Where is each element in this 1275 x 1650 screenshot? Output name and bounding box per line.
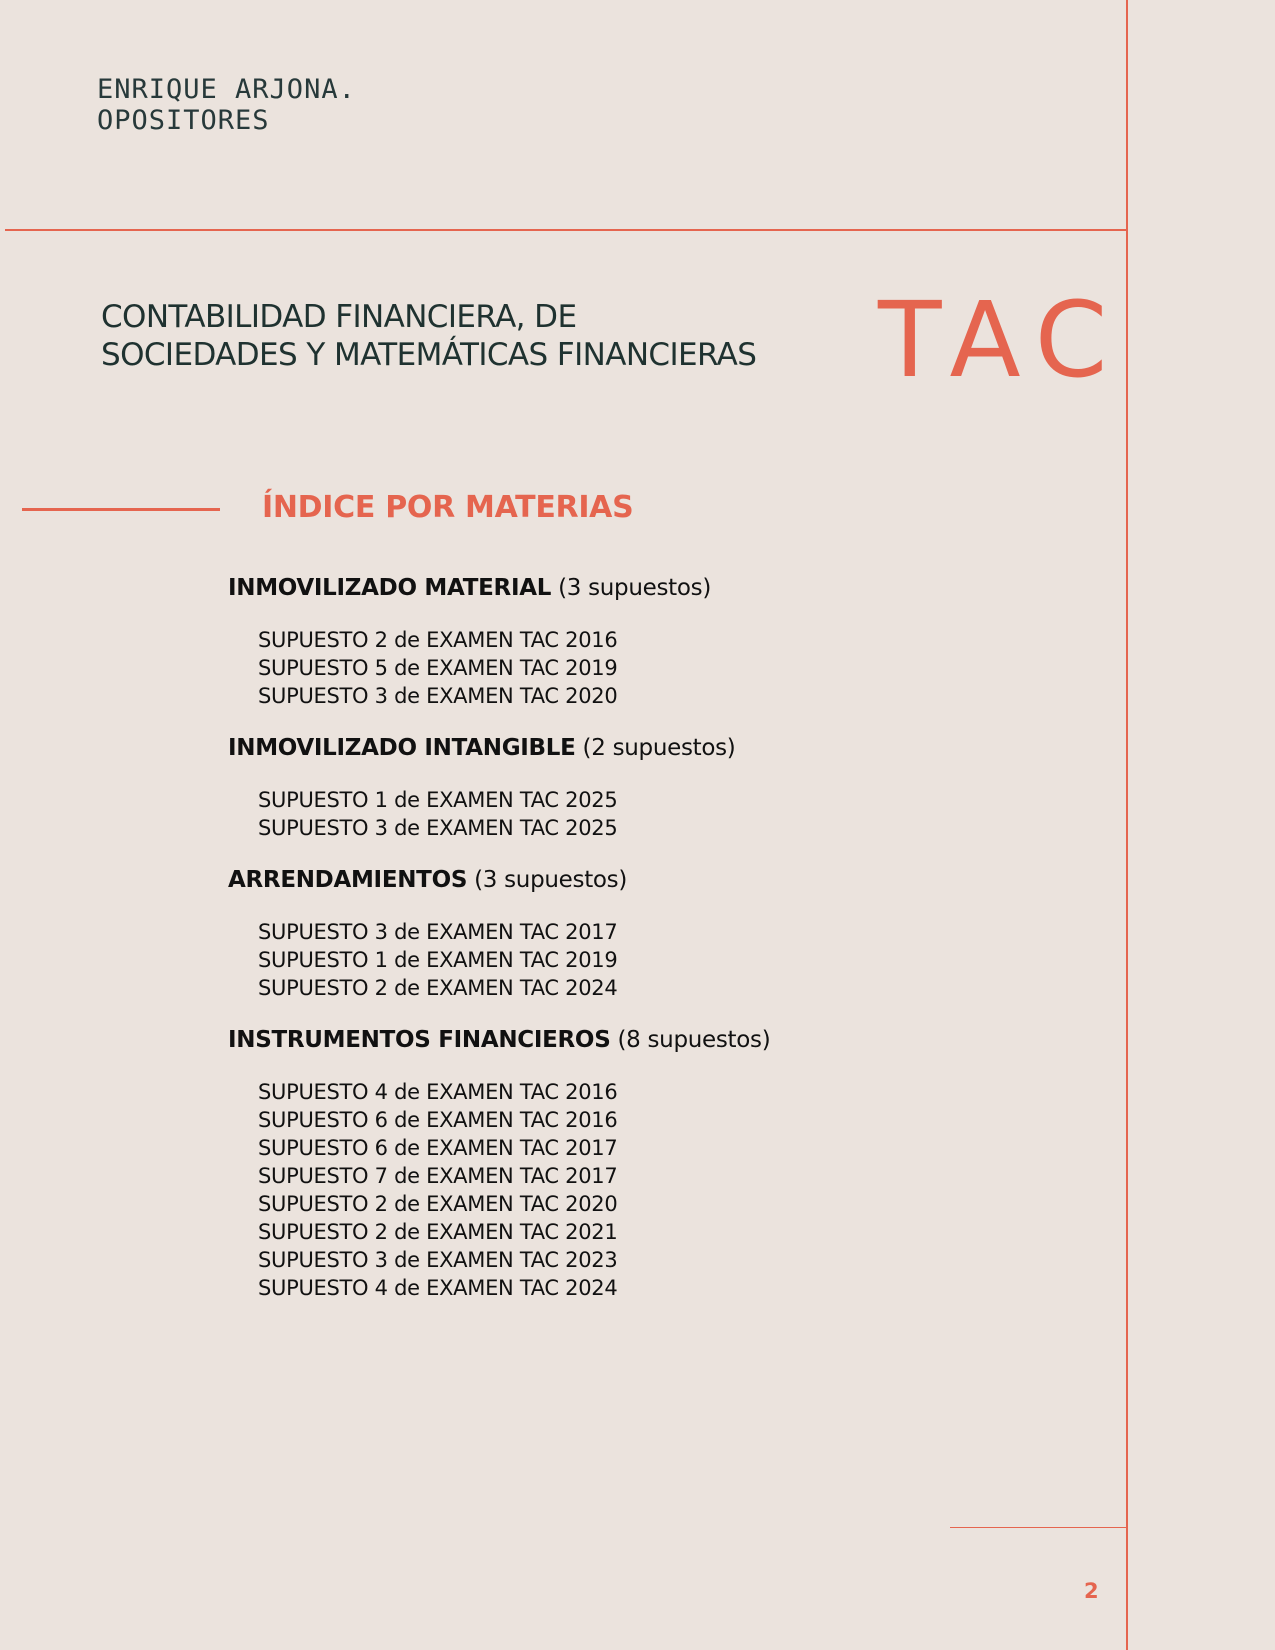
section-title: ARRENDAMIENTOS: [228, 867, 468, 893]
section-header: [228, 730, 1088, 766]
index-heading-rule: [22, 508, 220, 511]
section-item-list: [258, 626, 1088, 710]
index-section: [228, 1022, 1088, 1302]
list-item: SUPUESTO 6 de EXAMEN TAC 2016: [258, 1108, 618, 1132]
document-title-line-2: SOCIEDADES Y MATEMÁTICAS FINANCIERAS: [101, 337, 757, 373]
index-section: [228, 862, 1088, 1002]
section-count: (2 supuestos): [582, 735, 736, 761]
section-header: [228, 1022, 1088, 1058]
section-header: [228, 570, 1088, 606]
subject-index: [228, 570, 1088, 1302]
list-item: SUPUESTO 3 de EXAMEN TAC 2020: [258, 684, 618, 708]
section-title: INMOVILIZADO MATERIAL: [228, 575, 552, 601]
index-section: [228, 730, 1088, 842]
brand-line-1: ENRIQUE ARJONA.: [97, 74, 356, 105]
list-item: SUPUESTO 7 de EXAMEN TAC 2017: [258, 1164, 618, 1188]
list-item: SUPUESTO 2 de EXAMEN TAC 2021: [258, 1220, 618, 1244]
list-item: SUPUESTO 3 de EXAMEN TAC 2017: [258, 920, 618, 944]
document-title: [101, 298, 756, 374]
header-divider: [5, 229, 1127, 231]
brand-line-2: OPOSITORES: [97, 105, 270, 136]
section-title: INSTRUMENTOS FINANCIEROS: [228, 1027, 611, 1053]
list-item: SUPUESTO 3 de EXAMEN TAC 2025: [258, 816, 618, 840]
list-item: SUPUESTO 1 de EXAMEN TAC 2019: [258, 948, 618, 972]
section-item-list: [258, 786, 1088, 842]
section-item-list: [258, 918, 1088, 1002]
brand-logo: [97, 74, 356, 136]
section-header: [228, 862, 1088, 898]
section-title: INMOVILIZADO INTANGIBLE: [228, 735, 576, 761]
tac-tag: TAC: [878, 279, 1124, 401]
list-item: SUPUESTO 4 de EXAMEN TAC 2016: [258, 1080, 618, 1104]
footer-divider: [950, 1527, 1127, 1528]
list-item: SUPUESTO 4 de EXAMEN TAC 2024: [258, 1276, 618, 1300]
list-item: SUPUESTO 1 de EXAMEN TAC 2025: [258, 788, 618, 812]
section-count: (3 supuestos): [558, 575, 712, 601]
index-heading: ÍNDICE POR MATERIAS: [262, 490, 634, 525]
page-number: 2: [1084, 1579, 1099, 1603]
document-title-line-1: CONTABILIDAD FINANCIERA, DE: [101, 299, 577, 335]
list-item: SUPUESTO 2 de EXAMEN TAC 2020: [258, 1192, 618, 1216]
list-item: SUPUESTO 3 de EXAMEN TAC 2023: [258, 1248, 618, 1272]
vertical-divider: [1126, 0, 1128, 1650]
list-item: SUPUESTO 2 de EXAMEN TAC 2024: [258, 976, 618, 1000]
index-section: [228, 570, 1088, 710]
list-item: SUPUESTO 5 de EXAMEN TAC 2019: [258, 656, 618, 680]
section-count: (8 supuestos): [617, 1027, 771, 1053]
list-item: SUPUESTO 2 de EXAMEN TAC 2016: [258, 628, 618, 652]
section-item-list: [258, 1078, 1088, 1302]
section-count: (3 supuestos): [474, 867, 628, 893]
list-item: SUPUESTO 6 de EXAMEN TAC 2017: [258, 1136, 618, 1160]
